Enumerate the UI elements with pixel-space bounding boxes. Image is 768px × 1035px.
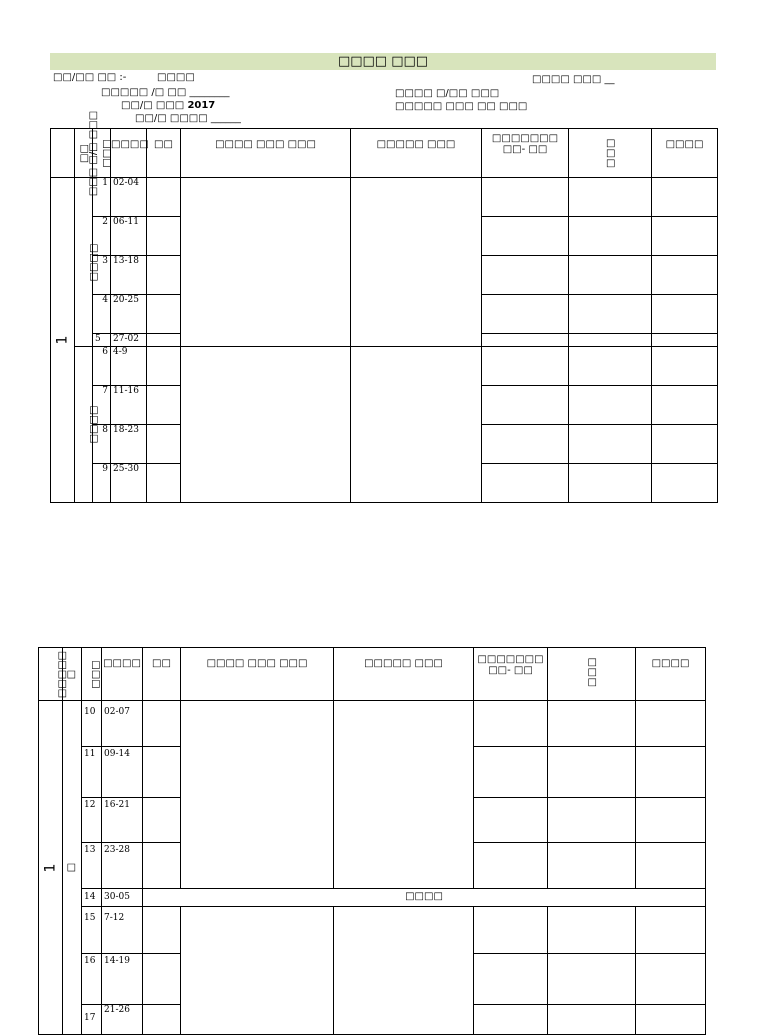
cell[interactable]: [147, 425, 181, 464]
cell[interactable]: [652, 178, 718, 217]
content-cell[interactable]: [351, 347, 482, 503]
cell[interactable]: [143, 954, 181, 1005]
cell[interactable]: [636, 701, 706, 747]
cell[interactable]: [652, 347, 718, 386]
cell[interactable]: [636, 907, 706, 954]
week-date: 4-9: [111, 347, 147, 386]
week-date: 20-25: [111, 295, 147, 334]
col-header-f: □□□□ □□□ □□□: [181, 648, 334, 701]
semester-cell: 1: [39, 701, 63, 1035]
cell[interactable]: [569, 464, 652, 503]
cell[interactable]: [652, 425, 718, 464]
header-field-right-1: □□□□ □□□ __: [532, 74, 615, 85]
cell[interactable]: [569, 386, 652, 425]
week-number: 10: [82, 701, 102, 747]
cell[interactable]: [143, 701, 181, 747]
week-number: 8: [93, 425, 111, 464]
cell[interactable]: [474, 843, 548, 889]
week-number: 11: [82, 747, 102, 798]
cell[interactable]: [636, 747, 706, 798]
cell[interactable]: [482, 178, 569, 217]
col-header-g: □□□□□ □□□: [334, 648, 474, 701]
col-header-b: □: [63, 648, 82, 701]
col-header-a: □□□□□: [39, 648, 63, 701]
content-cell[interactable]: [181, 907, 334, 1035]
cell[interactable]: [474, 954, 548, 1005]
col-header-j: □□□□: [636, 648, 706, 701]
week-date: 27-02: [111, 334, 147, 347]
cell[interactable]: [652, 256, 718, 295]
week-number: 14: [82, 889, 102, 907]
week-date: 09-14: [102, 747, 143, 798]
cell[interactable]: [569, 295, 652, 334]
week-number: 3: [93, 256, 111, 295]
header-field-4: □□/□ □□□□ ______: [135, 113, 241, 124]
content-cell[interactable]: [181, 178, 351, 347]
cell[interactable]: [474, 1005, 548, 1035]
header-field-mid-2: □□□□□ □□□ □□ □□□: [395, 101, 528, 112]
cell[interactable]: [569, 217, 652, 256]
cell[interactable]: [636, 954, 706, 1005]
cell[interactable]: [482, 386, 569, 425]
header-field-1: □□/□□ □□ :-: [53, 72, 127, 83]
week-number: 15: [82, 907, 102, 954]
week-date: 21-26: [102, 1005, 143, 1035]
cell[interactable]: [548, 1005, 636, 1035]
week-date: 16-21: [102, 798, 143, 843]
week-number: 13: [82, 843, 102, 889]
header-field-1b: □□□□: [157, 72, 195, 83]
cell[interactable]: [474, 798, 548, 843]
week-number: 12: [82, 798, 102, 843]
week-number: 7: [93, 386, 111, 425]
cell[interactable]: [143, 747, 181, 798]
cell[interactable]: [548, 907, 636, 954]
cell[interactable]: [652, 217, 718, 256]
col-header-e: □□: [147, 129, 181, 178]
content-cell[interactable]: [334, 701, 474, 889]
cell[interactable]: [147, 256, 181, 295]
col-header-c: □□□: [93, 129, 111, 178]
cell[interactable]: [147, 464, 181, 503]
col-header-c: □□□: [82, 648, 102, 701]
cell[interactable]: [482, 295, 569, 334]
content-cell[interactable]: [351, 178, 482, 347]
week-date: 30-05: [102, 889, 143, 907]
cell[interactable]: [143, 1005, 181, 1035]
week-date: 23-28: [102, 843, 143, 889]
week-date: 18-23: [111, 425, 147, 464]
col-header-date: □□□□: [102, 648, 143, 701]
cell[interactable]: [548, 747, 636, 798]
semester-cell: 1: [51, 178, 75, 503]
cell[interactable]: [652, 386, 718, 425]
cell[interactable]: [482, 347, 569, 386]
cell[interactable]: [147, 386, 181, 425]
col-header-j: □□□□: [652, 129, 718, 178]
cell[interactable]: [482, 464, 569, 503]
cell[interactable]: [548, 701, 636, 747]
week-number: 5: [93, 334, 111, 347]
col-header-i: □□□: [569, 129, 652, 178]
cell[interactable]: [474, 907, 548, 954]
cell[interactable]: [143, 843, 181, 889]
cell[interactable]: [147, 334, 181, 347]
header-field-mid-1: □□□□ □/□□ □□□: [395, 88, 500, 99]
cell[interactable]: [569, 347, 652, 386]
holiday-label: □□□□: [143, 889, 706, 907]
col-header-b: □□: [75, 129, 93, 178]
table-row: [39, 907, 706, 954]
week-number: 6: [93, 347, 111, 386]
col-header-i: □□□: [548, 648, 636, 701]
cell[interactable]: [482, 256, 569, 295]
week-number: 17: [82, 1005, 102, 1035]
cell[interactable]: [569, 425, 652, 464]
cell[interactable]: [147, 295, 181, 334]
cell[interactable]: [636, 1005, 706, 1035]
cell[interactable]: [143, 907, 181, 954]
cell[interactable]: [548, 843, 636, 889]
content-cell[interactable]: [181, 347, 351, 503]
header-field-3: □□/□ □□□ 2017: [121, 100, 216, 111]
group-cell-2: □□□□: [75, 347, 93, 503]
col-header-h: □□□□□□□ □□- □□: [474, 648, 548, 701]
col-header-a: □□□ □/□ □□□: [51, 129, 75, 178]
week-number: 1: [93, 178, 111, 217]
cell[interactable]: [474, 747, 548, 798]
content-cell[interactable]: [334, 907, 474, 1035]
week-date: 13-18: [111, 256, 147, 295]
page-title: □□□□ □□□: [50, 53, 716, 70]
col-header-g: □□□□□ □□□: [351, 129, 482, 178]
cell[interactable]: [482, 334, 569, 347]
col-header-e: □□: [143, 648, 181, 701]
table-row-holiday: [39, 889, 706, 907]
cell[interactable]: [652, 334, 718, 347]
col-header-f: □□□□ □□□ □□□: [181, 129, 351, 178]
week-date: 7-12: [102, 907, 143, 954]
plan-table-1: [50, 110, 718, 503]
group-cell-1: □□□□: [75, 178, 93, 347]
cell[interactable]: [636, 843, 706, 889]
table-header-row: [51, 129, 718, 178]
cell[interactable]: [548, 798, 636, 843]
cell[interactable]: [569, 256, 652, 295]
col-header-h: □□□□□□□ □□- □□: [482, 129, 569, 178]
table-row: [39, 701, 706, 747]
cell[interactable]: [482, 425, 569, 464]
week-date: 14-19: [102, 954, 143, 1005]
cell[interactable]: [147, 347, 181, 386]
header-field-2: □□□□□ /□ □□ ________: [101, 87, 230, 98]
week-number: 16: [82, 954, 102, 1005]
group-cell: □: [63, 701, 82, 1035]
cell[interactable]: [569, 178, 652, 217]
cell[interactable]: [569, 334, 652, 347]
table-row: [51, 178, 718, 217]
cell[interactable]: [474, 701, 548, 747]
week-date: 11-16: [111, 386, 147, 425]
cell[interactable]: [652, 295, 718, 334]
cell[interactable]: [143, 798, 181, 843]
week-number: 4: [93, 295, 111, 334]
cell[interactable]: [482, 217, 569, 256]
cell[interactable]: [652, 464, 718, 503]
week-date: 02-04: [111, 178, 147, 217]
cell[interactable]: [636, 798, 706, 843]
plan-table-2: [38, 647, 706, 1035]
content-cell[interactable]: [181, 701, 334, 889]
cell[interactable]: [548, 954, 636, 1005]
table-header-row: [39, 648, 706, 701]
col-header-date: □□□□: [111, 129, 147, 178]
week-date: 25-30: [111, 464, 147, 503]
week-date: 06-11: [111, 217, 147, 256]
table-row: [51, 347, 718, 386]
cell[interactable]: [147, 178, 181, 217]
week-number: 2: [93, 217, 111, 256]
week-number: 9: [93, 464, 111, 503]
cell[interactable]: [147, 217, 181, 256]
week-date: 02-07: [102, 701, 143, 747]
